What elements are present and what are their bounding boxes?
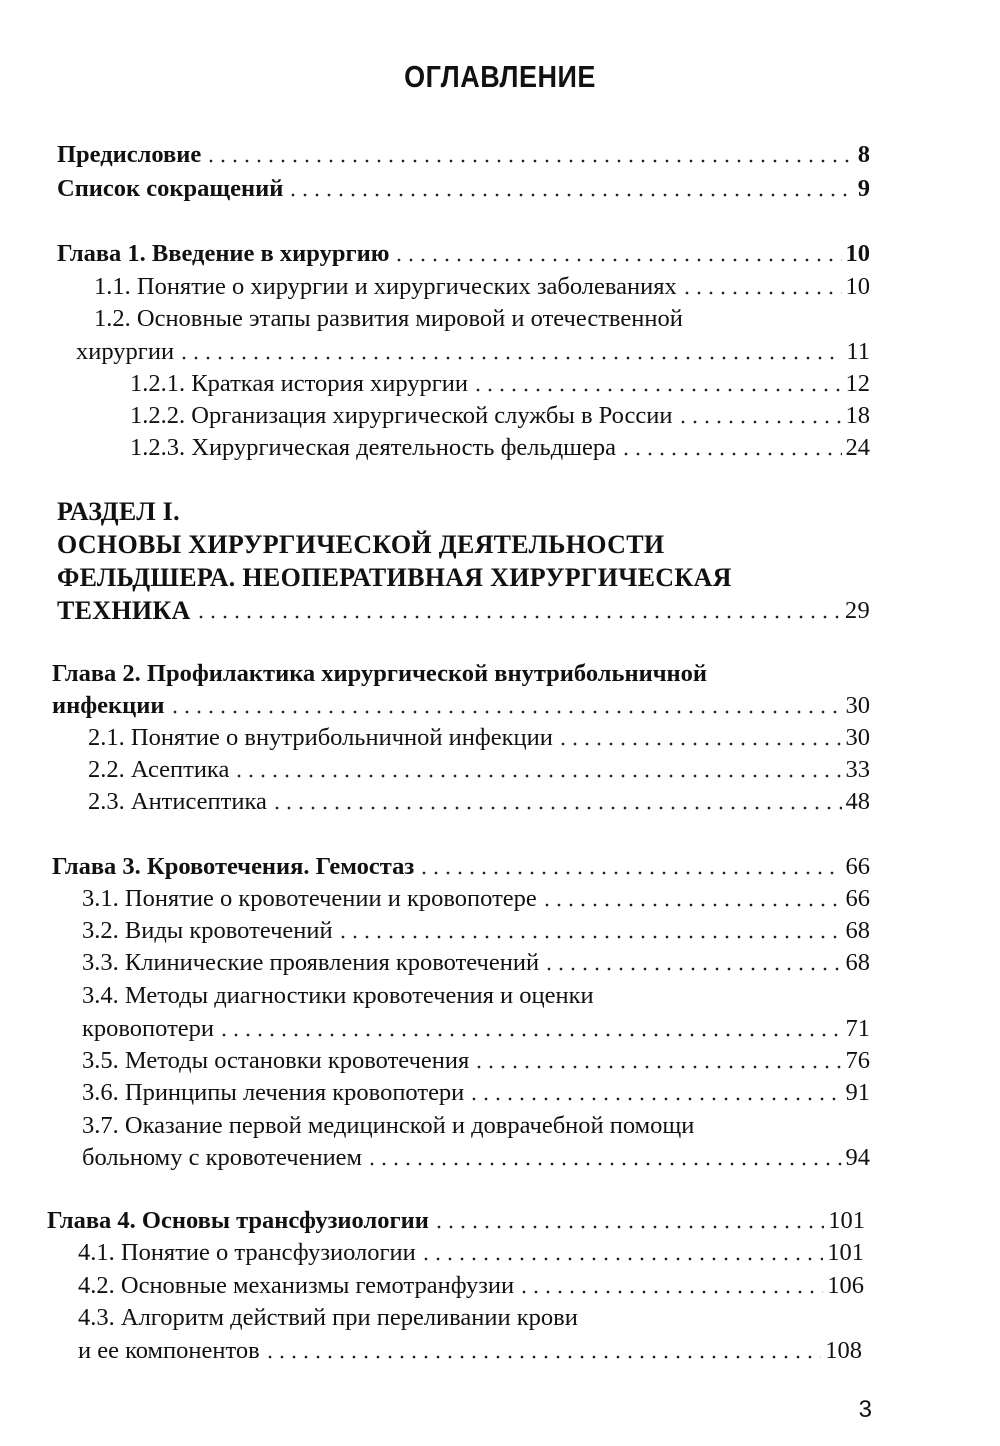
toc-entry-title: инфекции (52, 692, 165, 719)
toc-entry-title: 1.2.3. Хирургическая деятельность фельдшера (130, 434, 617, 461)
toc-entry-title: 3.1. Понятие о кровотечении и кровопотере (82, 885, 537, 912)
toc-entry-title: ТЕХНИКА (57, 596, 191, 625)
toc-entry-1-2-3[interactable] (130, 433, 870, 463)
toc-entry-page: 68 (845, 917, 870, 944)
leader-dots (264, 1355, 822, 1359)
toc-entry-title: Список сокращений (57, 175, 284, 202)
toc-entry-title: кровопотери (82, 1015, 215, 1042)
toc-entry-title: 3.3. Клинические проявления кровотечений (82, 949, 540, 976)
toc-entry-page: 10 (845, 273, 870, 300)
toc-entry-title: 1.2.1. Краткая история хирургии (130, 370, 469, 397)
toc-entry-page: 94 (845, 1144, 870, 1171)
toc-entry-title: 4.2. Основные механизмы гемотранфузии (78, 1272, 515, 1299)
toc-entry-page: 106 (827, 1272, 864, 1299)
toc-entry-page: 91 (845, 1079, 870, 1106)
leader-dots (418, 871, 841, 875)
toc-entry-title: Предисловие (57, 141, 202, 168)
toc-entry-title: хирургии (76, 338, 175, 365)
section-heading-line: ФЕЛЬДШЕРА. НЕОПЕРАТИВНАЯ ХИРУРГИЧЕСКАЯ (57, 563, 732, 592)
toc-entry-page: 9 (857, 175, 870, 202)
leader-dots (169, 710, 842, 714)
toc-entry-page: 30 (845, 724, 870, 751)
leader-dots (543, 967, 841, 971)
leader-dots (393, 258, 841, 262)
toc-entry-chapter-3[interactable] (52, 852, 870, 882)
toc-entry-page: 48 (845, 788, 870, 815)
toc-entry-3-1[interactable] (82, 884, 870, 914)
leader-dots (541, 903, 842, 907)
leader-dots (178, 356, 842, 360)
toc-entry-title: 2.2. Асептика (88, 756, 230, 783)
toc-entry-4-1[interactable] (78, 1238, 864, 1268)
toc-entry-page: 108 (825, 1337, 862, 1364)
leader-dots (557, 742, 842, 746)
toc-entry-preface[interactable] (57, 140, 870, 170)
toc-entry-section-1[interactable] (57, 596, 870, 626)
toc-entry-title: больному с кровотечением (82, 1144, 363, 1171)
toc-entry-3-5[interactable] (82, 1046, 870, 1076)
toc-entry-title: и ее компонентов (78, 1337, 260, 1364)
leader-dots (472, 388, 841, 392)
toc-entry-4-3-title-line: 4.3. Алгоритм действий при переливании крови (78, 1304, 578, 1331)
leader-dots (366, 1162, 841, 1166)
toc-entry-chapter-2[interactable] (52, 691, 870, 721)
toc-entry-page: 101 (827, 1239, 864, 1266)
toc-entry-3-7-title-line: 3.7. Оказание первой медицинской и доврачебной помощи (82, 1112, 695, 1139)
leader-dots (468, 1097, 841, 1101)
toc-entry-chapter-1[interactable] (57, 239, 870, 269)
toc-entry-page: 10 (845, 240, 870, 267)
toc-entry-title: Глава 1. Введение в хирургию (57, 240, 390, 267)
toc-entry-2-2[interactable] (88, 755, 870, 785)
toc-entry-3-2[interactable] (82, 916, 870, 946)
leader-dots (287, 193, 853, 197)
toc-entry-3-6[interactable] (82, 1078, 870, 1108)
leader-dots (233, 774, 841, 778)
toc-entry-title: Глава 3. Кровотечения. Гемостаз (52, 853, 415, 880)
toc-entry-1-2-1[interactable] (130, 369, 870, 399)
toc-entry-4-3[interactable] (78, 1336, 862, 1366)
toc-entry-3-7[interactable] (82, 1143, 870, 1173)
toc-entry-page: 30 (845, 692, 870, 719)
toc-entry-page: 76 (845, 1047, 870, 1074)
toc-entry-page: 71 (845, 1015, 870, 1042)
leader-dots (473, 1065, 841, 1069)
toc-entry-2-1[interactable] (88, 723, 870, 753)
toc-entry-page: 18 (845, 402, 870, 429)
section-heading-line: ОСНОВЫ ХИРУРГИЧЕСКОЙ ДЕЯТЕЛЬНОСТИ (57, 530, 665, 559)
leader-dots (420, 1257, 823, 1261)
toc-entry-page: 8 (857, 141, 870, 168)
section-heading-line: РАЗДЕЛ I. (57, 497, 180, 526)
toc-entry-page: 68 (845, 949, 870, 976)
toc-entry-page: 24 (845, 434, 870, 461)
toc-entry-3-4-title-line: 3.4. Методы диагностики кровотечения и оценки (82, 982, 594, 1009)
toc-entry-title: 3.2. Виды кровотечений (82, 917, 333, 944)
leader-dots (218, 1033, 841, 1037)
toc-entry-page: 33 (845, 756, 870, 783)
toc-entry-page: 66 (845, 885, 870, 912)
page-title: ОГЛАВЛЕНИЕ (404, 60, 596, 94)
leader-dots (677, 420, 842, 424)
toc-entry-page: 12 (845, 370, 870, 397)
toc-entry-abbreviations[interactable] (57, 174, 870, 204)
leader-dots (337, 935, 842, 939)
toc-entry-1-2-title-line: 1.2. Основные этапы развития мировой и отечественной (94, 305, 683, 332)
toc-entry-3-3[interactable] (82, 948, 870, 978)
toc-entry-title: 2.3. Антисептика (88, 788, 267, 815)
toc-entry-page: 101 (828, 1207, 865, 1234)
leader-dots (271, 806, 842, 810)
toc-entry-1-1[interactable] (94, 272, 870, 302)
leader-dots (518, 1290, 823, 1294)
toc-entry-title: 2.1. Понятие о внутрибольничной инфекции (88, 724, 553, 751)
leader-dots (620, 452, 841, 456)
leader-dots (681, 291, 842, 295)
toc-entry-title: 1.1. Понятие о хирургии и хирургических заболеваниях (94, 273, 677, 300)
toc-entry-3-4[interactable] (82, 1014, 870, 1044)
toc-entry-4-2[interactable] (78, 1271, 864, 1301)
toc-entry-title: 1.2.2. Организация хирургической службы в России (130, 402, 673, 429)
toc-entry-page: 11 (846, 338, 870, 365)
toc-entry-chapter-4[interactable] (47, 1206, 865, 1236)
toc-entry-page: 66 (845, 853, 870, 880)
leader-dots (433, 1225, 824, 1229)
toc-entry-title: 4.1. Понятие о трансфузиологии (78, 1239, 416, 1266)
toc-entry-page: 29 (844, 597, 870, 624)
toc-entry-title: 3.5. Методы остановки кровотечения (82, 1047, 470, 1074)
toc-entry-1-2-2[interactable] (130, 401, 870, 431)
toc-entry-chapter-2-title-line: Глава 2. Профилактика хирургической внутрибольничной (52, 660, 708, 687)
page-number: 3 (858, 1396, 872, 1423)
toc-entry-title: Глава 4. Основы трансфузиологии (47, 1207, 429, 1234)
leader-dots (195, 615, 841, 619)
toc-entry-2-3[interactable] (88, 787, 870, 817)
toc-entry-1-2[interactable] (76, 337, 870, 367)
toc-entry-title: 3.6. Принципы лечения кровопотери (82, 1079, 465, 1106)
leader-dots (205, 159, 854, 163)
